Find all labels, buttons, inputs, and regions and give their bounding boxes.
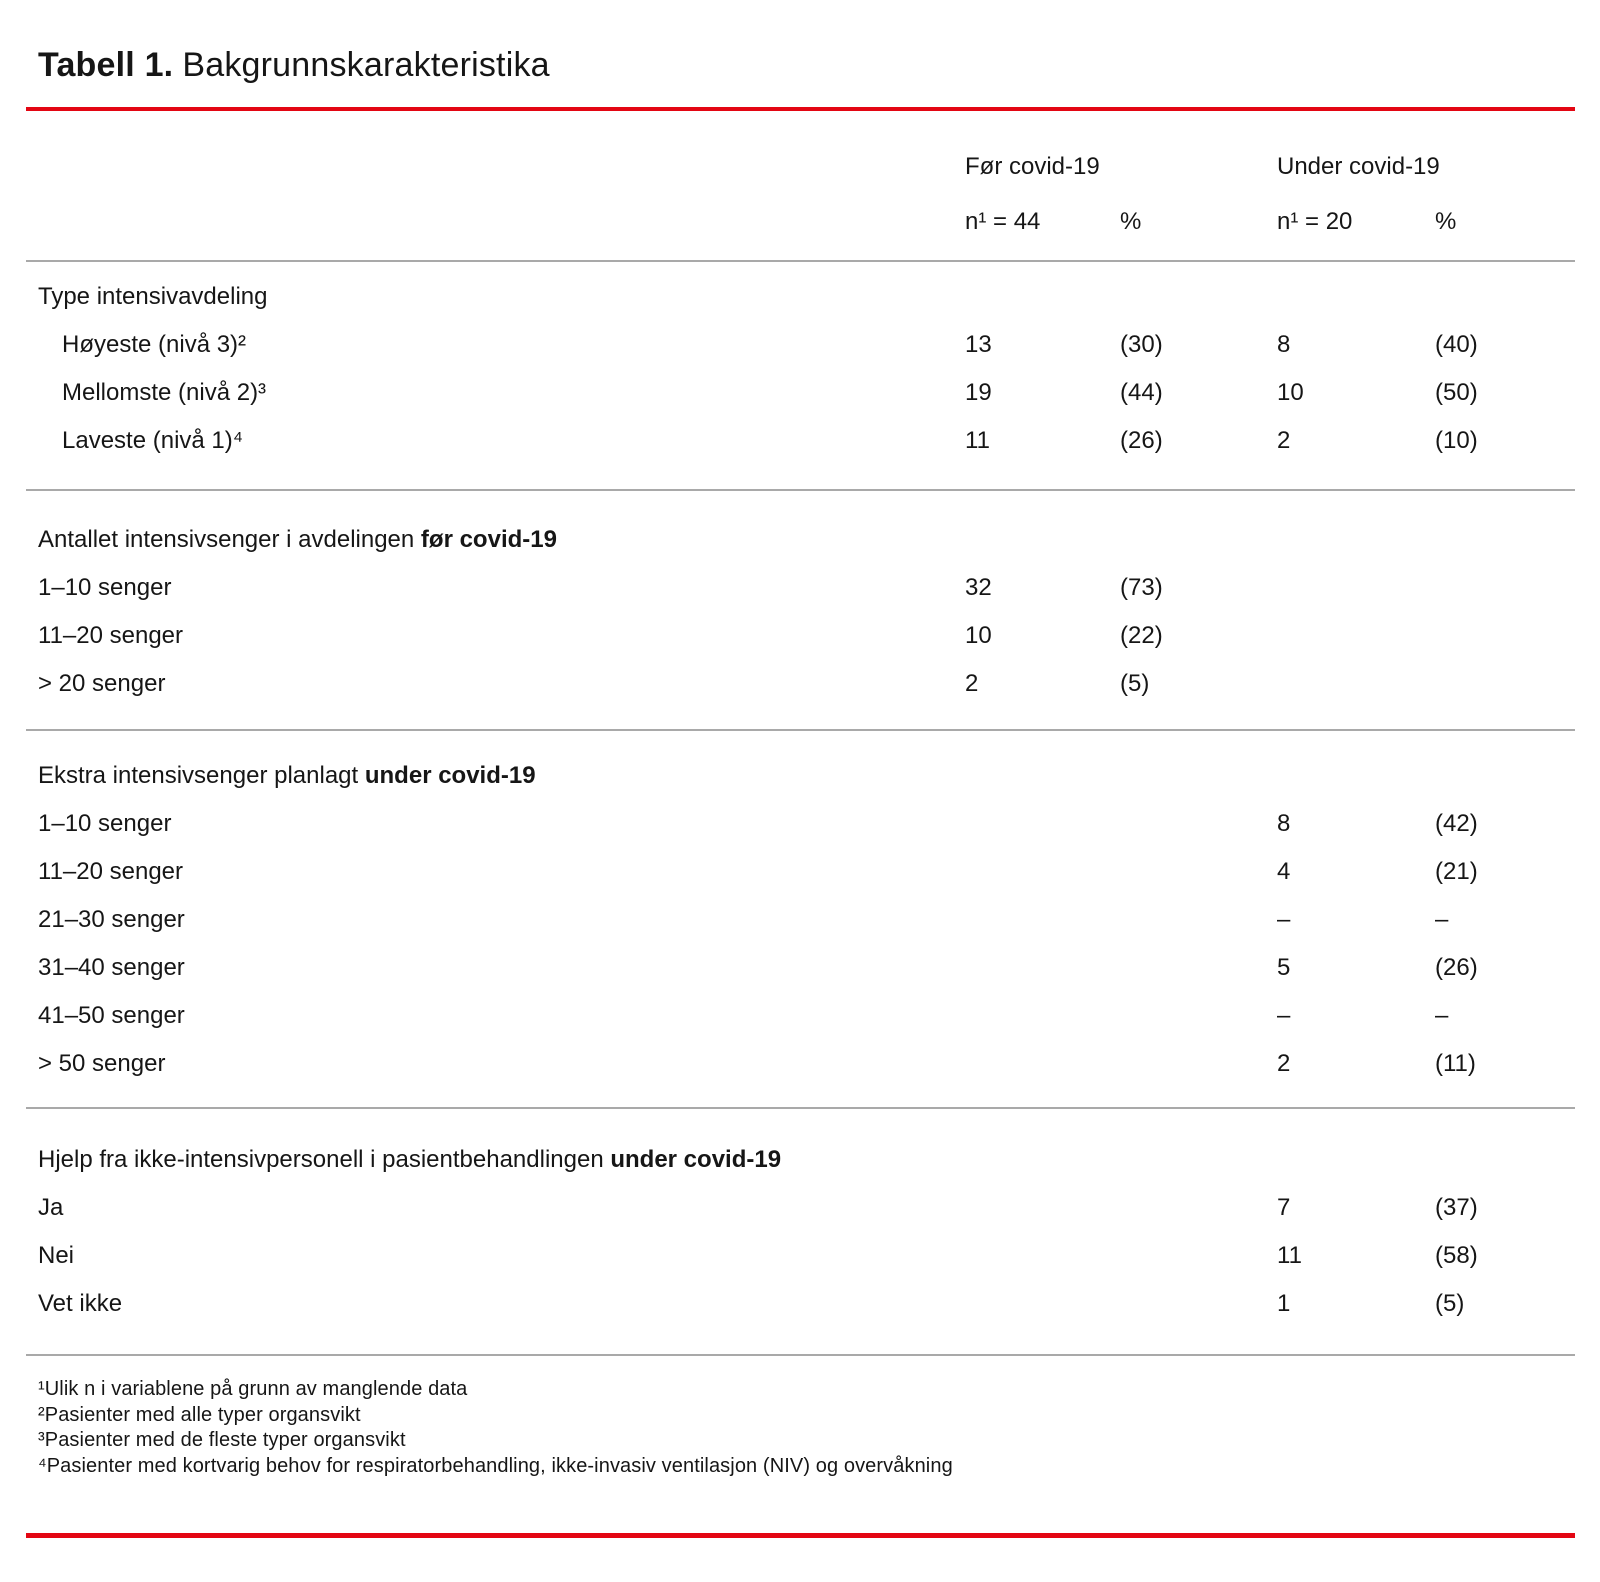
table-row <box>0 321 1600 369</box>
cell-pct-before: (22) <box>1120 622 1163 649</box>
cell-pct-during: (26) <box>1435 954 1478 981</box>
cell-n-before: 13 <box>965 331 992 358</box>
section-hjelp-ikke-intensivpersonell <box>0 1136 1600 1328</box>
table-row <box>0 660 1600 708</box>
table-row <box>0 1280 1600 1328</box>
footnote-divider <box>26 1354 1575 1356</box>
cell-n-during: 4 <box>1277 858 1291 885</box>
cell-n-during: 5 <box>1277 954 1291 981</box>
cell-n-during: 10 <box>1277 379 1304 406</box>
cell-n-before: 2 <box>965 670 979 697</box>
column-subheader-row <box>0 198 1600 246</box>
cell-pct-during: (40) <box>1435 331 1478 358</box>
table-row <box>0 564 1600 612</box>
cell-n-during: 8 <box>1277 331 1291 358</box>
section-title: Type intensivavdeling <box>38 283 268 310</box>
cell-n-during: 8 <box>1277 810 1291 837</box>
row-label: Laveste (nivå 1)⁴ <box>62 427 244 454</box>
col-pct-before: % <box>1120 208 1142 235</box>
cell-pct-during: – <box>1435 1002 1449 1029</box>
cell-pct-before: (44) <box>1120 379 1163 406</box>
footnote-4: ⁴Pasienter med kortvarig behov for respiratorbehandling, ikke-invasiv ventilasjon (NIV) og overvåkning <box>38 1454 953 1477</box>
section-type-intensivavdeling <box>0 273 1600 465</box>
table-row <box>0 944 1600 992</box>
row-label: > 50 senger <box>38 1050 166 1077</box>
row-label: 41–50 senger <box>38 1002 185 1029</box>
cell-pct-during: (11) <box>1435 1050 1476 1077</box>
row-label: 11–20 senger <box>38 622 184 649</box>
table-row <box>0 417 1600 465</box>
section-divider <box>26 489 1575 491</box>
bottom-red-rule <box>26 1533 1575 1538</box>
col-n-during: n¹ = 20 <box>1277 208 1353 235</box>
table-row <box>0 800 1600 848</box>
table-row <box>0 1232 1600 1280</box>
top-red-rule <box>26 107 1575 111</box>
cell-n-before: 32 <box>965 574 992 601</box>
cell-n-during: 2 <box>1277 427 1291 454</box>
cell-n-during: – <box>1277 1002 1291 1029</box>
section-header-row <box>0 1136 1600 1184</box>
cell-n-during: – <box>1277 906 1291 933</box>
row-label: 11–20 senger <box>38 858 184 885</box>
cell-n-during: 2 <box>1277 1050 1291 1077</box>
cell-n-before: 11 <box>965 427 990 454</box>
row-label: Mellomste (nivå 2)³ <box>62 379 267 406</box>
cell-n-during: 7 <box>1277 1194 1291 1221</box>
col-group-during-covid: Under covid-19 <box>1277 153 1440 180</box>
col-group-before-covid: Før covid-19 <box>965 153 1100 180</box>
cell-pct-during: (21) <box>1435 858 1478 885</box>
section-divider <box>26 729 1575 731</box>
section-ekstra-senger-under-covid <box>0 752 1600 1088</box>
section-title: Antallet intensivsenger i avdelingen før covid-19 <box>38 526 557 553</box>
cell-n-during: 11 <box>1277 1242 1302 1269</box>
cell-pct-during: (37) <box>1435 1194 1478 1221</box>
footnote-3: ³Pasienter med de fleste typer organsvikt <box>38 1429 406 1451</box>
cell-n-before: 10 <box>965 622 992 649</box>
col-pct-during: % <box>1435 208 1457 235</box>
section-title: Hjelp fra ikke-intensivpersonell i pasientbehandlingen under covid-19 <box>38 1146 782 1173</box>
row-label: 21–30 senger <box>38 906 185 933</box>
section-title: Ekstra intensivsenger planlagt under covid-19 <box>38 762 536 789</box>
row-label: Vet ikke <box>38 1290 123 1317</box>
cell-pct-before: (5) <box>1120 670 1150 697</box>
row-label: Nei <box>38 1242 75 1269</box>
row-label: 1–10 senger <box>38 810 172 837</box>
cell-pct-during: (5) <box>1435 1290 1465 1317</box>
cell-pct-during: (10) <box>1435 427 1478 454</box>
cell-pct-during: (50) <box>1435 379 1478 406</box>
table-row <box>0 1040 1600 1088</box>
cell-pct-during: (58) <box>1435 1242 1478 1269</box>
section-header-row <box>0 752 1600 800</box>
section-divider <box>26 260 1575 262</box>
cell-n-before: 19 <box>965 379 992 406</box>
section-divider <box>26 1107 1575 1109</box>
footnotes <box>38 1377 953 1479</box>
table-row <box>0 612 1600 660</box>
table-row <box>0 992 1600 1040</box>
cell-pct-before: (30) <box>1120 331 1163 358</box>
row-label: > 20 senger <box>38 670 166 697</box>
col-n-before: n¹ = 44 <box>965 208 1041 235</box>
row-label: Ja <box>38 1194 64 1221</box>
section-header-row <box>0 516 1600 564</box>
footnote-2: ²Pasienter med alle typer organsvikt <box>38 1403 361 1426</box>
table-row <box>0 1184 1600 1232</box>
column-group-header-row <box>0 143 1600 191</box>
table-row <box>0 848 1600 896</box>
row-label: Høyeste (nivå 3)² <box>62 331 247 358</box>
footnote-1: ¹Ulik n i variablene på grunn av manglende data <box>38 1378 468 1400</box>
cell-pct-during: (42) <box>1435 810 1478 837</box>
cell-n-during: 1 <box>1277 1290 1291 1317</box>
section-header-row <box>0 273 1600 321</box>
table-number: Tabell 1. <box>38 46 174 84</box>
row-label: 1–10 senger <box>38 574 172 601</box>
cell-pct-before: (26) <box>1120 427 1163 454</box>
table-title <box>38 46 550 85</box>
section-senger-foer-covid <box>0 516 1600 708</box>
cell-pct-before: (73) <box>1120 574 1163 601</box>
row-label: 31–40 senger <box>38 954 185 981</box>
cell-pct-during: – <box>1435 906 1449 933</box>
table-caption: Bakgrunnskarakteristika <box>182 46 550 84</box>
table-row <box>0 896 1600 944</box>
table-row <box>0 369 1600 417</box>
